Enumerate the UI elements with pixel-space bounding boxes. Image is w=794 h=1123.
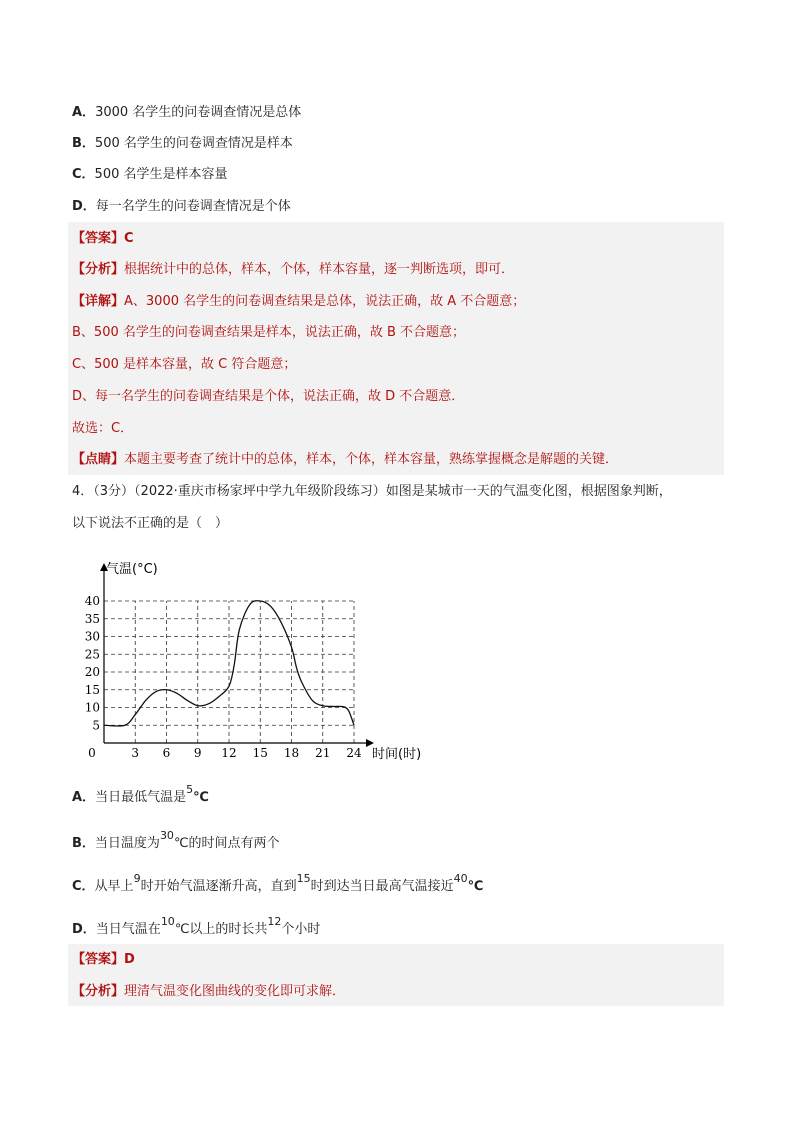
- q4-answer: [72, 952, 135, 968]
- q3-detail-3: [72, 357, 296, 373]
- option-text: 时开始气温逐渐升高，直到: [140, 879, 297, 894]
- analysis-tag: 【分析】: [72, 984, 125, 999]
- question-stem: 以下说法不正确的是（ ）: [72, 516, 229, 531]
- y-tick-label: 20: [84, 665, 100, 679]
- option-text: 当日温度为: [94, 836, 160, 851]
- detail-text: D、每一名学生的问卷调查结果是个体，说法正确，故 D 不合题意．: [72, 389, 465, 404]
- option-text: 时到达当日最高气温接近: [310, 879, 454, 894]
- x-axis-label: 时间(时): [372, 747, 422, 762]
- y-tick-label: 15: [84, 682, 100, 697]
- q4-option-c: [72, 872, 484, 895]
- q4-option-b: [72, 829, 280, 852]
- option-number: 40: [453, 872, 468, 885]
- detail-text: A、3000 名学生的问卷调查结果是总体，说法正确，故 A 不合题意；: [124, 294, 526, 309]
- analysis-text: 根据统计中的总体，样本，个体，样本容量，逐一判断选项，即可．: [124, 262, 515, 277]
- q3-detail-1: [72, 294, 525, 310]
- q4-stem-line-1: [72, 484, 672, 500]
- x-tick-label: 6: [162, 746, 171, 760]
- x-tick-label: 24: [346, 746, 362, 760]
- option-text: 从早上: [94, 879, 134, 894]
- y-axis-label: 气温(°C): [106, 562, 158, 577]
- option-number: 5: [186, 783, 194, 796]
- y-tick-label: 5: [92, 718, 100, 733]
- q3-analysis: [72, 262, 514, 278]
- option-letter: C．: [72, 879, 95, 894]
- q3-option-a: [72, 105, 301, 121]
- answer-tag: 【答案】: [72, 952, 125, 967]
- answer-value: C: [124, 231, 134, 246]
- comment-tag: 【点睛】: [72, 452, 125, 467]
- option-text: ℃的时间点有两个: [173, 836, 280, 851]
- q3-option-b: [72, 136, 293, 152]
- option-letter: C．: [72, 167, 95, 182]
- x-tick-label: 12: [221, 746, 237, 760]
- option-number: 15: [296, 872, 311, 885]
- option-text: 个小时: [281, 922, 321, 937]
- option-letter: B．: [72, 836, 95, 851]
- detail-text: 故选：C．: [72, 421, 134, 436]
- option-letter: D．: [72, 922, 96, 937]
- detail-text: C、500 是样本容量，故 C 符合题意；: [72, 357, 297, 372]
- y-tick-label: 40: [84, 594, 100, 608]
- option-text: 当日最低气温是: [95, 790, 187, 805]
- option-letter: B．: [72, 136, 95, 151]
- option-number: 12: [267, 915, 282, 928]
- option-text: 当日气温在: [95, 922, 161, 937]
- x-tick-label: 3: [131, 746, 140, 760]
- q3-detail-2: [72, 325, 465, 341]
- x-tick-label: 0: [88, 746, 96, 760]
- temperature-line-chart: [80, 555, 440, 770]
- option-text: ℃以上的时长共: [174, 922, 268, 937]
- chart-grid: [104, 601, 354, 743]
- option-text: 500 名学生的问卷调查情况是样本: [94, 136, 293, 151]
- option-number: 30: [159, 829, 174, 842]
- q4-option-a: [72, 783, 209, 806]
- analysis-tag: 【分析】: [72, 262, 125, 277]
- x-axis-arrow-icon: [366, 739, 374, 747]
- option-letter: A．: [72, 790, 96, 805]
- answer-value: D: [124, 952, 135, 967]
- y-tick-label: 35: [84, 611, 100, 626]
- y-tick-label: 10: [84, 700, 100, 715]
- option-letter: D．: [72, 199, 96, 214]
- analysis-text: 理清气温变化图曲线的变化即可求解．: [124, 984, 346, 999]
- detail-text: B、500 名学生的问卷调查结果是样本，说法正确，故 B 不合题意；: [72, 325, 466, 340]
- option-number: 9: [133, 872, 141, 885]
- option-letter: A．: [72, 105, 96, 120]
- q3-comment: [72, 452, 618, 468]
- q3-answer: [72, 231, 134, 247]
- q3-solution-band: [68, 222, 724, 475]
- y-tick-label: 25: [84, 647, 100, 662]
- q4-stem-line-2: [72, 516, 228, 532]
- option-text: 500 名学生是样本容量: [94, 167, 228, 182]
- detail-tag: 【详解】: [72, 294, 125, 309]
- x-tick-label: 15: [252, 746, 268, 760]
- q3-detail-4: [72, 389, 464, 405]
- answer-tag: 【答案】: [72, 231, 125, 246]
- comment-text: 本题主要考查了统计中的总体，样本，个体，样本容量，熟练掌握概念是解题的关键．: [124, 452, 619, 467]
- q4-option-d: [72, 915, 321, 938]
- q4-analysis: [72, 984, 345, 1000]
- option-text: ℃: [467, 879, 484, 894]
- option-text: ℃: [193, 790, 209, 805]
- q3-option-c: [72, 167, 228, 183]
- q3-detail-5: [72, 421, 133, 437]
- x-tick-label: 21: [315, 746, 331, 760]
- x-tick-label: 9: [193, 746, 202, 760]
- question-stem: 4．（3分）（2022·重庆市杨家坪中学九年级阶段练习）如图是某城市一天的气温变化图，根据图象判断，: [72, 484, 672, 499]
- x-tick-label: 18: [283, 746, 300, 760]
- option-number: 10: [160, 915, 175, 928]
- option-text: 每一名学生的问卷调查情况是个体: [95, 199, 291, 214]
- y-tick-label: 30: [84, 629, 100, 644]
- chart-axes: [100, 563, 374, 747]
- option-text: 3000 名学生的问卷调查情况是总体: [95, 105, 302, 120]
- q3-option-d: [72, 199, 291, 215]
